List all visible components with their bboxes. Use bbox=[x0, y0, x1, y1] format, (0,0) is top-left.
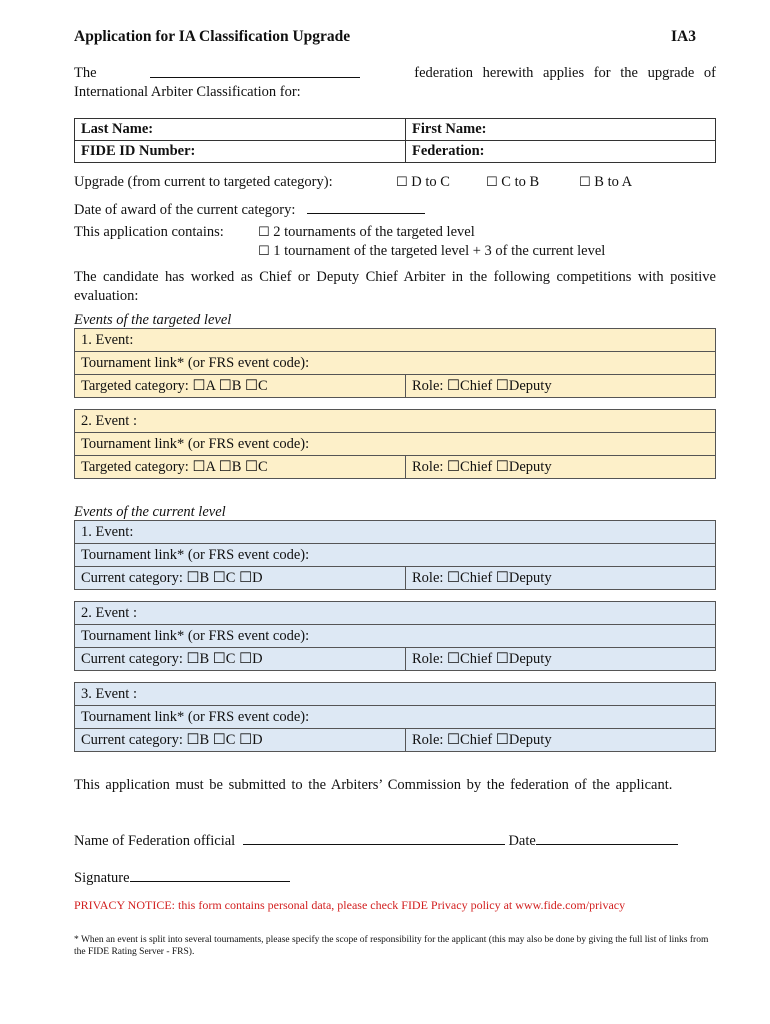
form-title: Application for IA Classification Upgrade bbox=[74, 28, 351, 45]
checkbox-icon: ☐ bbox=[258, 225, 270, 240]
tournament-link-field[interactable]: Tournament link* (or FRS event code): bbox=[75, 706, 716, 729]
form-code: IA3 bbox=[671, 28, 696, 45]
official-row bbox=[74, 831, 716, 850]
upgrade-row bbox=[74, 174, 716, 191]
category-checkboxes[interactable]: Current category: ☐B ☐C ☐D bbox=[75, 648, 406, 671]
federation-field[interactable]: Federation: bbox=[406, 141, 716, 163]
upgrade-option-b-to-a[interactable]: ☐ B to A bbox=[579, 174, 633, 190]
contains-option-2[interactable]: ☐ 1 tournament of the targeted level + 3 of the current level bbox=[258, 243, 606, 259]
current-event-2 bbox=[74, 601, 716, 671]
tournament-link-field[interactable]: Tournament link* (or FRS event code): bbox=[75, 625, 716, 648]
official-name-label: Name of Federation official bbox=[74, 833, 236, 849]
tournament-link-field[interactable]: Tournament link* (or FRS event code): bbox=[75, 433, 716, 456]
form-header bbox=[74, 28, 716, 46]
checkbox-icon: ☐ bbox=[486, 175, 498, 190]
checkbox-icon: ☐ bbox=[396, 175, 408, 190]
intro-rest: federation herewith applies for the upgrade of bbox=[414, 65, 716, 81]
federation-blank[interactable] bbox=[150, 64, 360, 78]
upgrade-option-d-to-c[interactable]: ☐ D to C bbox=[396, 174, 450, 190]
event-name-field[interactable]: 2. Event : bbox=[75, 602, 716, 625]
targeted-event-1 bbox=[74, 328, 716, 398]
privacy-notice: PRIVACY NOTICE: this form contains personal data, please check FIDE Privacy policy at www.fide.com/privacy bbox=[74, 898, 626, 912]
category-checkboxes[interactable]: Current category: ☐B ☐C ☐D bbox=[75, 567, 406, 590]
signature-label: Signature bbox=[74, 870, 130, 886]
tournament-link-field[interactable]: Tournament link* (or FRS event code): bbox=[75, 352, 716, 375]
upgrade-label: Upgrade (from current to targeted category): bbox=[74, 174, 333, 190]
upgrade-option-c-to-b[interactable]: ☐ C to B bbox=[486, 174, 540, 190]
checkbox-icon: ☐ bbox=[258, 244, 270, 259]
date-award-blank[interactable] bbox=[307, 200, 425, 214]
date-award-label: Date of award of the current category: bbox=[74, 202, 296, 218]
event-name-field[interactable]: 2. Event : bbox=[75, 410, 716, 433]
role-checkboxes[interactable]: Role: ☐Chief ☐Deputy bbox=[406, 648, 716, 671]
checkbox-icon: ☐ bbox=[579, 175, 591, 190]
tournament-link-field[interactable]: Tournament link* (or FRS event code): bbox=[75, 544, 716, 567]
footnote: * When an event is split into several tournaments, please specify the scope of responsibility for the applicant (this may also be done by giving the full list of links from the FIDE Rating Server - FRS). bbox=[74, 935, 709, 957]
current-event-1 bbox=[74, 520, 716, 590]
signature-row bbox=[74, 868, 716, 887]
official-name-blank[interactable] bbox=[243, 831, 505, 845]
role-checkboxes[interactable]: Role: ☐Chief ☐Deputy bbox=[406, 456, 716, 479]
intro-line2: International Arbiter Classification for: bbox=[74, 84, 301, 100]
last-name-field[interactable]: Last Name: bbox=[75, 119, 406, 141]
date-award-row bbox=[74, 200, 716, 219]
current-section-title: Events of the current level bbox=[74, 504, 226, 520]
submission-paragraph: This application must be submitted to the Arbiters’ Commission by the federation of the applicant. bbox=[74, 777, 673, 793]
contains-label: This application contains: bbox=[74, 224, 224, 240]
official-date-label: Date bbox=[508, 833, 536, 849]
intro-paragraph bbox=[74, 64, 716, 102]
contains-option-1[interactable]: ☐ 2 tournaments of the targeted level bbox=[258, 224, 475, 240]
fide-id-field[interactable]: FIDE ID Number: bbox=[75, 141, 406, 163]
identity-table bbox=[74, 118, 716, 163]
event-name-field[interactable]: 3. Event : bbox=[75, 683, 716, 706]
targeted-section-title: Events of the targeted level bbox=[74, 312, 232, 328]
role-checkboxes[interactable]: Role: ☐Chief ☐Deputy bbox=[406, 729, 716, 752]
candidate-paragraph: The candidate has worked as Chief or Deputy Chief Arbiter in the following competitions with positive evaluation: bbox=[74, 269, 716, 304]
targeted-event-2 bbox=[74, 409, 716, 479]
category-checkboxes[interactable]: Current category: ☐B ☐C ☐D bbox=[75, 729, 406, 752]
category-checkboxes[interactable]: Targeted category: ☐A ☐B ☐C bbox=[75, 375, 406, 398]
signature-blank[interactable] bbox=[130, 868, 290, 882]
contains-row bbox=[74, 224, 716, 241]
event-name-field[interactable]: 1. Event: bbox=[75, 329, 716, 352]
event-name-field[interactable]: 1. Event: bbox=[75, 521, 716, 544]
role-checkboxes[interactable]: Role: ☐Chief ☐Deputy bbox=[406, 375, 716, 398]
intro-the: The bbox=[74, 65, 97, 81]
role-checkboxes[interactable]: Role: ☐Chief ☐Deputy bbox=[406, 567, 716, 590]
category-checkboxes[interactable]: Targeted category: ☐A ☐B ☐C bbox=[75, 456, 406, 479]
official-date-blank[interactable] bbox=[536, 831, 678, 845]
first-name-field[interactable]: First Name: bbox=[406, 119, 716, 141]
current-event-3 bbox=[74, 682, 716, 752]
